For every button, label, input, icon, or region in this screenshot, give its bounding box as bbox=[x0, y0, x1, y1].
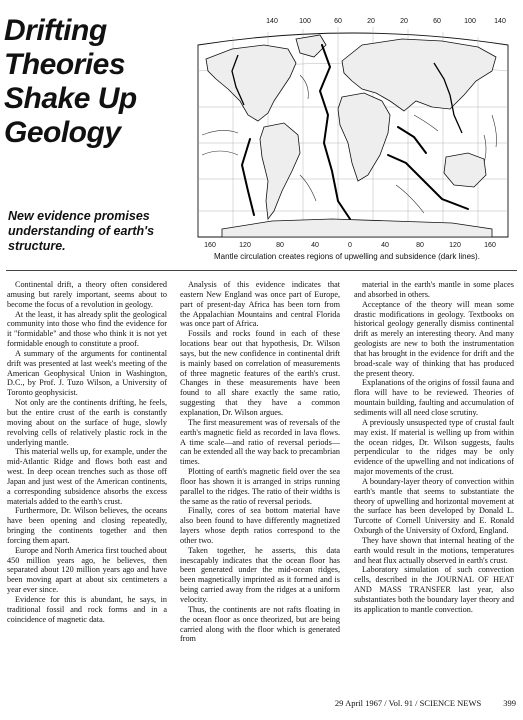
paragraph: Not only are the continents drifting, he feels, but the entire crust of the earth is constantly moving about on the surface of huge, slowly revolving cells of relatively plastic rock in the underlying mantle. bbox=[7, 398, 167, 447]
map-top-label: 20 bbox=[400, 18, 408, 25]
map-top-label: 100 bbox=[464, 18, 476, 25]
page-footer bbox=[0, 698, 516, 708]
deck bbox=[8, 209, 200, 254]
paragraph: Thus, the continents are not rafts floating in the ocean floor as once theorized, but are being carried along with the floor which is generated from bbox=[180, 604, 340, 644]
headline-line: Drifting bbox=[4, 14, 107, 47]
map-bottom-label: 120 bbox=[449, 242, 461, 249]
paragraph: A boundary-layer theory of convection within earth's mantle that seems to substantiate the theory of upwelling and horizontal movement at the surface has been developed by Donald L. Turcotte of Cornell University and E. Ronald Oxburgh of the University of Oxford, England. bbox=[354, 476, 514, 536]
map-bottom-label: 160 bbox=[484, 242, 496, 249]
paragraph: Continental drift, a theory often considered amusing but rarely important, seems about to become the focus of a revolution in geology. bbox=[7, 280, 167, 309]
paragraph: They have shown that internal heating of the earth would result in the motions, temperatures and heat flux actually observed in earth's crust. bbox=[354, 535, 514, 565]
paragraph: Evidence for this is abundant, he says, in traditional fossil and rock forms and in a coincidence of magnetic data. bbox=[7, 595, 167, 624]
article-column-1 bbox=[7, 280, 167, 700]
map-bottom-label: 40 bbox=[311, 242, 319, 249]
paragraph: Furthermore, Dr. Wilson believes, the oceans have been opening and closing repeatedly, bringing the continents together and then forcing them apart. bbox=[7, 506, 167, 545]
map-bottom-label: 40 bbox=[381, 242, 389, 249]
map-top-label: 20 bbox=[367, 18, 375, 25]
article-column-3 bbox=[354, 280, 514, 700]
deck-line: New evidence promises bbox=[8, 209, 150, 223]
footer-date-line: 29 April 1967 / Vol. 91 / SCIENCE NEWS bbox=[334, 698, 482, 708]
map-continents bbox=[206, 35, 496, 237]
south-america-shape bbox=[260, 123, 300, 219]
world-map-figure bbox=[192, 15, 514, 250]
page-number: 399 bbox=[503, 698, 516, 708]
paragraph: Acceptance of the theory will mean some drastic modifications in geology. Textbooks on historical geology generally dismiss continental drift as merely an interesting theory. And many geologists are new to both the instrumentation that has brought in the evidence for drift and the broad-scale way of thinking that has produced the present theory. bbox=[354, 299, 514, 378]
map-top-label: 140 bbox=[494, 18, 506, 25]
map-bottom-label: 120 bbox=[239, 242, 251, 249]
paragraph: material in the earth's mantle in some places and absorbed in others. bbox=[354, 280, 514, 299]
paragraph: Europe and North America first touched about 450 million years ago, he believes, then separated about 120 million years ago and have been moving apart at about six centimeters a year ever since. bbox=[7, 545, 167, 595]
australia-shape bbox=[444, 153, 486, 187]
paragraph: Fossils and rocks found in each of these locations bear out that hypothesis, Dr. Wilson says, but the new confidence in continental drift is mainly based on correlation of measurements of three magnetic features of the earth's crust. Changes in these measurements have been found to all share exactly the same ratio, suggesting that they have a common explanation, Dr. Wilson argues. bbox=[180, 329, 340, 417]
map-bottom-label: 80 bbox=[276, 242, 284, 249]
map-bottom-label: 80 bbox=[416, 242, 424, 249]
map-top-label: 140 bbox=[266, 18, 278, 25]
paragraph: A summary of the arguments for continental drift was presented at last week's meeting of the American Geophysical Union in Washington, D.C., by Prof. J. Tuzo Wilson, a University of Toronto geophysicist. bbox=[7, 348, 167, 398]
headline bbox=[4, 14, 189, 150]
map-top-label: 60 bbox=[334, 18, 342, 25]
africa-shape bbox=[338, 93, 390, 181]
paragraph: Analysis of this evidence indicates that eastern New England was once part of Europe, part of present-day Africa has been torn from the Appalachian Mountains and central Florida was once part of Africa. bbox=[180, 280, 340, 329]
paragraph: The first measurement was of reversals of the earth's magnetic field as recorded in lava flows. A time scale—and ratio of reversal periods— can be extended all the way back to precambrian times. bbox=[180, 417, 340, 467]
paragraph: Explanations of the origins of fossil fauna and flora will have to be reviewed. Theories of mountain building, faulting and accumulation of sediments will all need close scrutiny. bbox=[354, 378, 514, 417]
article-column-2 bbox=[180, 280, 340, 700]
north-america-shape bbox=[206, 45, 296, 121]
map-top-label: 100 bbox=[299, 18, 311, 25]
antarctica-shape bbox=[222, 219, 492, 237]
map-bottom-label: 160 bbox=[204, 242, 216, 249]
deck-line: understanding of earth's bbox=[8, 224, 155, 238]
headline-line: Geology bbox=[4, 116, 121, 149]
figure-caption: Mantle circulation creates regions of upwelling and subsidence (dark lines). bbox=[214, 252, 480, 261]
map-bottom-label: 0 bbox=[348, 242, 352, 249]
paragraph: Laboratory simulation of such convection cells, described in the JOURNAL OF HEAT AND MASS TRANSFER last year, also substantiates both the boundary layer theory and its application to mantle convection. bbox=[354, 565, 514, 614]
paragraph: This material wells up, for example, under the mid-Atlantic Ridge and flows both east and west. In deep ocean trenches such as those off Japan and just west of the American continents, a corresponding subsidence absorbs the excess materials added to the earth's crust. bbox=[7, 447, 167, 506]
section-divider bbox=[6, 270, 517, 271]
paragraph: Taken together, he asserts, this data inescapably indicates that the ocean floor has been generated under the mid-ocean ridges, been magnetically imprinted as it formed and is being carried away from the ridges at a uniform velocity. bbox=[180, 545, 340, 604]
paragraph: Plotting of earth's magnetic field over the sea floor has shown it is arranged in strips running parallel to the ridges. The ratio of their widths is the same as the ratio of reversal periods. bbox=[180, 467, 340, 506]
paragraph: Finally, cores of sea bottom material have also been found to have differently magnetized layers whose depth ratios correspond to the other two. bbox=[180, 506, 340, 545]
paragraph: At the least, it has already split the geological community into those who find the evidence for it "formidable" and those who think it is not yet formidable enough to constitute a proof. bbox=[7, 309, 167, 349]
map-top-label: 60 bbox=[433, 18, 441, 25]
headline-line: Shake Up bbox=[4, 82, 137, 115]
paragraph: A previously unsuspected type of crustal fault may exist. If material is welling up from within the ocean ridges, Dr. Wilson suggests, faults perpendicular to the ridges may be only evidence of the upwelling and not indications of major movements of the crust. bbox=[354, 417, 514, 477]
deck-line: structure. bbox=[8, 239, 66, 253]
headline-line: Theories bbox=[4, 48, 126, 81]
